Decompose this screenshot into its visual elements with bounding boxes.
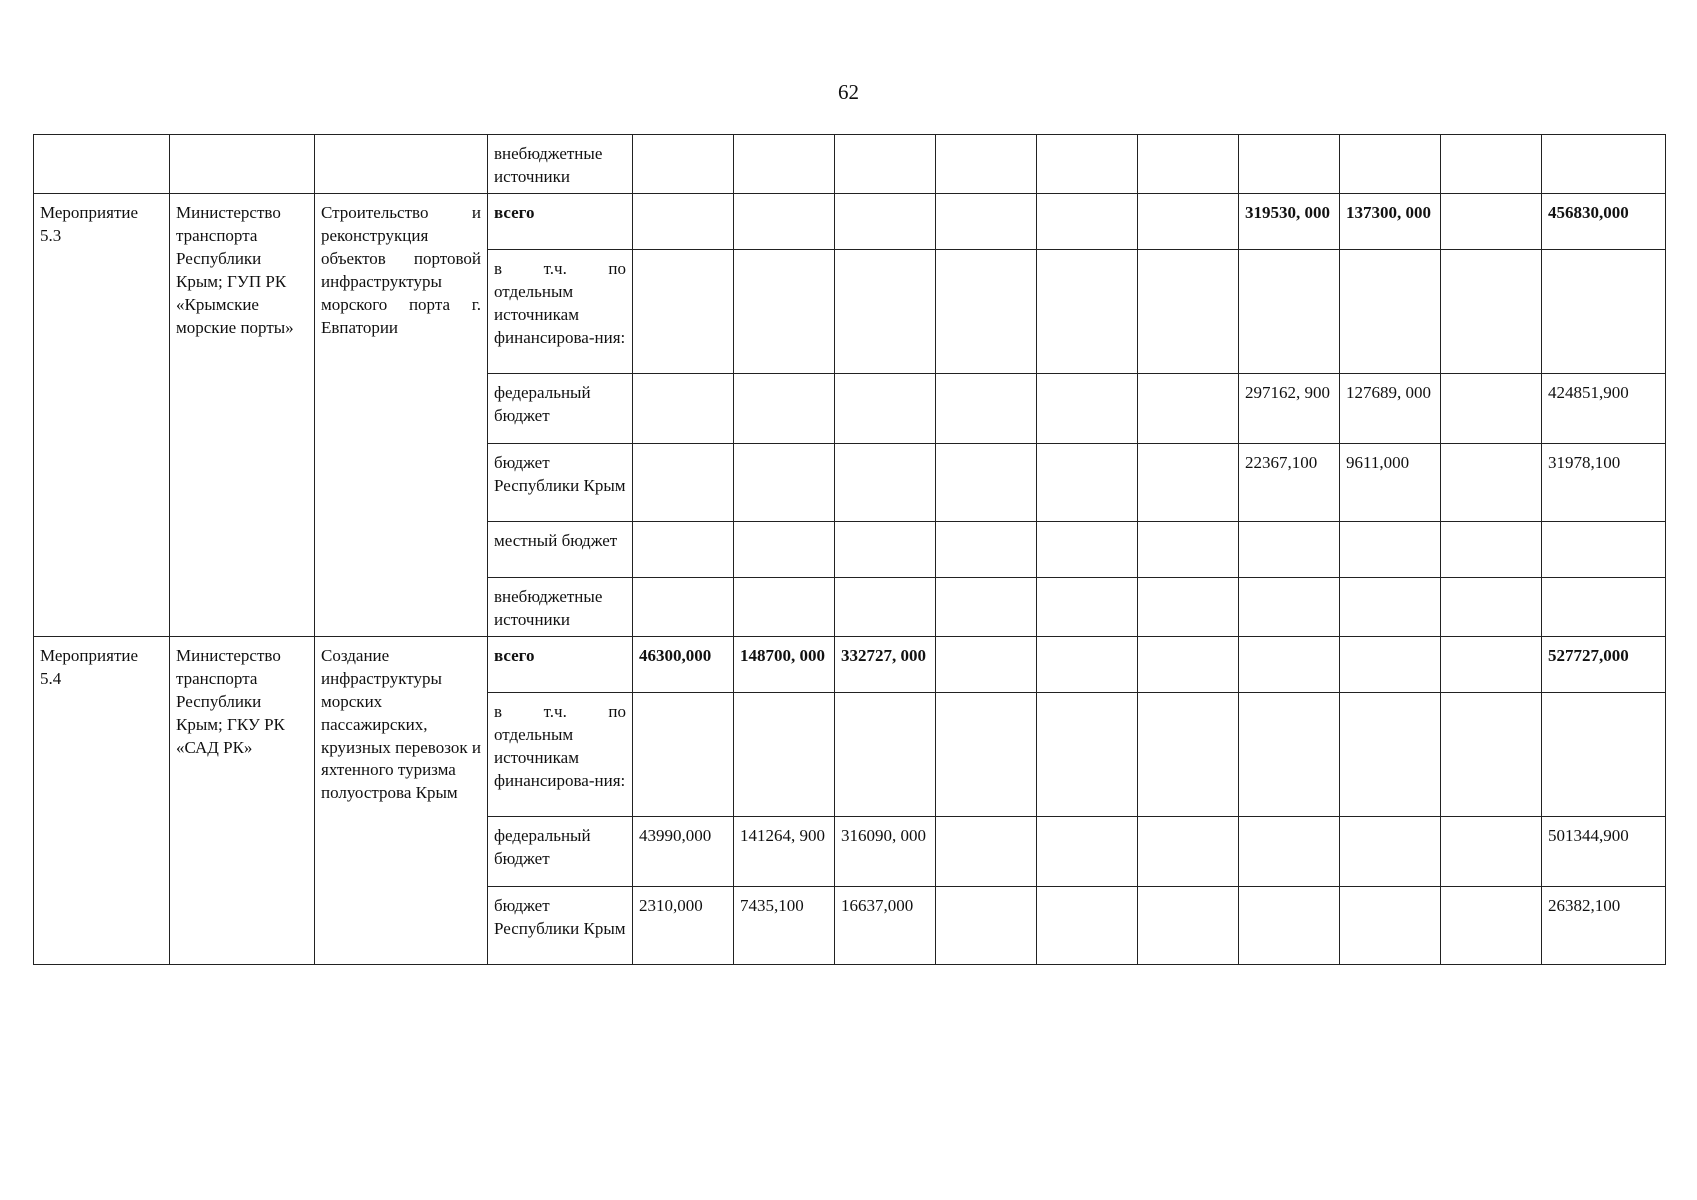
source-cell: бюджет Республики Крым <box>488 886 633 964</box>
value-cell: 137300, 000 <box>1340 193 1441 249</box>
source-cell: внебюджетные источники <box>488 135 633 194</box>
funding-table <box>33 134 1666 965</box>
table-row <box>34 636 1666 692</box>
value-cell: 22367,100 <box>1239 443 1340 521</box>
cell <box>34 135 170 194</box>
value-cell: 46300,000 <box>633 636 734 692</box>
total-cell: 424851,900 <box>1542 373 1666 443</box>
total-cell: 31978,100 <box>1542 443 1666 521</box>
total-cell: 527727,000 <box>1542 636 1666 692</box>
value-cell: 332727, 000 <box>835 636 936 692</box>
measure-executor: Министерство транспорта Республики Крым; ГКУ РК «САД РК» <box>170 636 315 964</box>
value-cell: 148700, 000 <box>734 636 835 692</box>
page-number: 62 <box>838 80 859 104</box>
source-cell: внебюджетные источники <box>488 577 633 636</box>
measure-name: Мероприятие 5.4 <box>34 636 170 964</box>
table-row <box>34 193 1666 249</box>
source-cell: в т.ч. по отдельным источникам финансирова-ния: <box>488 249 633 373</box>
cell <box>315 135 488 194</box>
table-row <box>34 135 1666 194</box>
measure-name: Мероприятие 5.3 <box>34 193 170 636</box>
value-cell: 7435,100 <box>734 886 835 964</box>
value-cell: 141264, 900 <box>734 816 835 886</box>
value-cell: 316090, 000 <box>835 816 936 886</box>
source-cell: всего <box>488 636 633 692</box>
source-cell: всего <box>488 193 633 249</box>
value-cell: 297162, 900 <box>1239 373 1340 443</box>
measure-description: Строительство и реконструкция объектов портовой инфраструктуры морского порта г. Евпатории <box>315 193 488 636</box>
source-cell: местный бюджет <box>488 521 633 577</box>
cell <box>170 135 315 194</box>
measure-executor: Министерство транспорта Республики Крым; ГУП РК «Крымские морские порты» <box>170 193 315 636</box>
source-cell: в т.ч. по отдельным источникам финансирова-ния: <box>488 692 633 816</box>
value-cell: 43990,000 <box>633 816 734 886</box>
value-cell: 319530, 000 <box>1239 193 1340 249</box>
source-cell: федеральный бюджет <box>488 373 633 443</box>
measure-description: Создание инфраструктуры морских пассажирских, круизных перевозок и яхтенного туризма полуострова Крым <box>315 636 488 964</box>
total-cell: 456830,000 <box>1542 193 1666 249</box>
total-cell: 501344,900 <box>1542 816 1666 886</box>
source-cell: федеральный бюджет <box>488 816 633 886</box>
total-cell: 26382,100 <box>1542 886 1666 964</box>
value-cell: 127689, 000 <box>1340 373 1441 443</box>
value-cell: 16637,000 <box>835 886 936 964</box>
source-cell: бюджет Республики Крым <box>488 443 633 521</box>
value-cell: 9611,000 <box>1340 443 1441 521</box>
value-cell: 2310,000 <box>633 886 734 964</box>
